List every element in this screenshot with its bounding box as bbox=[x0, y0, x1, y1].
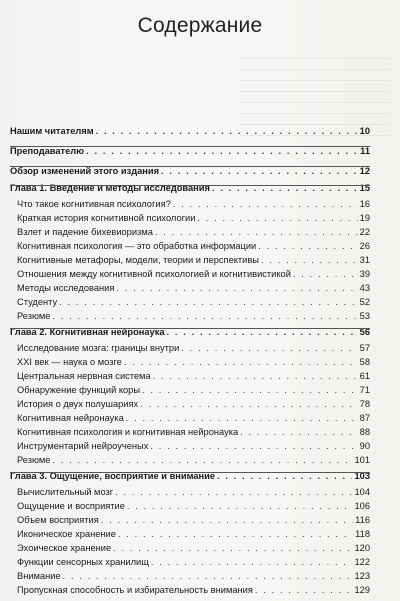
toc-page-number: 52 bbox=[359, 297, 370, 307]
toc-entry-title: Преподавателю bbox=[10, 146, 85, 156]
section-divider bbox=[10, 185, 370, 186]
toc-section-entry bbox=[10, 181, 370, 195]
toc-entry-title: Вычислительный мозг bbox=[17, 487, 114, 497]
dot-leader bbox=[115, 485, 352, 499]
toc-entry-title: Обнаружение функций коры bbox=[17, 385, 141, 395]
toc-entry-title: Студенту bbox=[17, 297, 58, 307]
dot-leader bbox=[142, 383, 358, 397]
toc-entry bbox=[10, 295, 370, 309]
toc-entry-title: Пропускная способность и избирательность внимания bbox=[17, 585, 253, 595]
toc-page-number: 101 bbox=[354, 455, 370, 465]
toc-entry-title: Ощущение и восприятие bbox=[17, 501, 125, 511]
section-divider bbox=[10, 146, 370, 147]
toc-entry bbox=[10, 281, 370, 295]
section-divider bbox=[10, 328, 370, 329]
toc-entry bbox=[10, 453, 370, 467]
toc-page-number: 19 bbox=[359, 213, 370, 223]
dot-leader bbox=[155, 225, 358, 239]
dot-leader bbox=[240, 425, 357, 439]
toc-page-number: 26 bbox=[359, 241, 370, 251]
toc-entry bbox=[10, 239, 370, 253]
dot-leader bbox=[255, 583, 353, 597]
toc-entry bbox=[10, 341, 370, 355]
toc-entry bbox=[10, 383, 370, 397]
toc-entry-title: История о двух полушариях bbox=[17, 399, 139, 409]
toc-page-number: 71 bbox=[359, 385, 370, 395]
toc-entry bbox=[10, 355, 370, 369]
toc-page-number: 11 bbox=[360, 146, 370, 156]
toc-page-number: 57 bbox=[359, 343, 370, 353]
toc-entry bbox=[10, 411, 370, 425]
toc-entry-title: Инструментарий нейроученых bbox=[17, 441, 149, 451]
toc-entry-title: Резюме bbox=[17, 455, 51, 465]
toc-entry-title: Глава 3. Ощущение, восприятие и внимание bbox=[10, 471, 216, 481]
toc-entry bbox=[10, 485, 370, 499]
toc-entry-title: Отношения между когнитивной психологией и когнитивистикой bbox=[17, 269, 291, 279]
toc-entry-title: Резюме bbox=[17, 311, 51, 321]
toc-entry bbox=[10, 499, 370, 513]
toc-page-number: 22 bbox=[359, 227, 370, 237]
toc-page-number: 123 bbox=[354, 571, 370, 581]
toc-page-number: 116 bbox=[355, 515, 370, 525]
toc-entry bbox=[10, 225, 370, 239]
dot-leader bbox=[293, 267, 358, 281]
dot-leader bbox=[52, 309, 357, 323]
toc-page-number: 78 bbox=[359, 399, 370, 409]
dot-leader bbox=[126, 411, 358, 425]
dot-leader bbox=[197, 211, 357, 225]
toc-entry bbox=[10, 541, 370, 555]
toc-page-number: 31 bbox=[359, 255, 370, 265]
dot-leader bbox=[59, 295, 357, 309]
toc-entry-title: Методы исследования bbox=[17, 283, 115, 293]
toc-entry bbox=[10, 309, 370, 323]
dot-leader bbox=[116, 281, 357, 295]
toc-page-number: 90 bbox=[359, 441, 370, 451]
dot-leader bbox=[63, 569, 353, 583]
toc-page-number: 15 bbox=[359, 183, 370, 193]
toc-entry-title: Исследование мозга: границы внутри bbox=[17, 343, 180, 353]
toc-page-number: 120 bbox=[354, 543, 370, 553]
dot-leader bbox=[96, 124, 358, 138]
dot-leader bbox=[118, 527, 353, 541]
toc-page-number: 61 bbox=[359, 371, 370, 381]
toc-page-number: 104 bbox=[354, 487, 370, 497]
dot-leader bbox=[101, 513, 353, 527]
dot-leader bbox=[212, 181, 358, 195]
toc-entry bbox=[10, 197, 370, 211]
toc-entry-title: Когнитивная психология — это обработка информации bbox=[17, 241, 257, 251]
dot-leader bbox=[173, 197, 358, 211]
toc-entry-title: Глава 1. Введение и методы исследования bbox=[10, 183, 210, 193]
dot-leader bbox=[181, 341, 357, 355]
dot-leader bbox=[113, 541, 352, 555]
dot-leader bbox=[261, 253, 358, 267]
toc-entry-title: Нашим читателям bbox=[10, 126, 94, 136]
toc-entry bbox=[10, 513, 370, 527]
toc-page-number: 122 bbox=[354, 557, 370, 567]
toc-entry bbox=[10, 267, 370, 281]
toc-page-number: 87 bbox=[359, 413, 370, 423]
dot-leader bbox=[140, 397, 357, 411]
toc-entry bbox=[10, 583, 370, 597]
toc-entry-title: Центральная нервная система bbox=[17, 371, 151, 381]
dot-leader bbox=[151, 555, 353, 569]
toc-entry-title: Когнитивная нейронаука bbox=[17, 413, 124, 423]
toc-page-number: 16 bbox=[359, 199, 370, 209]
dot-leader bbox=[153, 369, 358, 383]
toc-page-number: 43 bbox=[359, 283, 370, 293]
dot-leader bbox=[258, 239, 357, 253]
toc-entry-title: Глава 2. Когнитивная нейронаука bbox=[10, 327, 165, 337]
section-divider bbox=[10, 472, 370, 473]
toc-entry-title: Внимание bbox=[17, 571, 61, 581]
dot-leader bbox=[127, 499, 353, 513]
toc-entry bbox=[10, 253, 370, 267]
toc-page-number: 39 bbox=[359, 269, 370, 279]
page-title: Содержание bbox=[137, 14, 263, 37]
toc-page-number: 88 bbox=[359, 427, 370, 437]
toc-page-number: 58 bbox=[359, 357, 370, 367]
toc-page-number: 10 bbox=[359, 126, 370, 136]
toc-entry-title: Что такое когнитивная психология? bbox=[17, 199, 171, 209]
toc-page-number: 12 bbox=[359, 166, 370, 176]
toc-entry bbox=[10, 439, 370, 453]
toc-entry-title: Когнитивные метафоры, модели, теории и перспективы bbox=[17, 255, 259, 265]
toc-entry bbox=[10, 527, 370, 541]
dot-leader bbox=[52, 453, 352, 467]
dot-leader bbox=[124, 355, 358, 369]
toc-entry bbox=[10, 397, 370, 411]
section-divider bbox=[10, 166, 370, 167]
toc-entry-title: XXI век — наука о мозге bbox=[17, 357, 122, 367]
toc-entry bbox=[10, 425, 370, 439]
toc-entry-title: Краткая история когнитивной психологии bbox=[17, 213, 196, 223]
toc-entry bbox=[10, 211, 370, 225]
toc-entry-title: Объем восприятия bbox=[17, 515, 99, 525]
toc-entry-title: Когнитивная психология и когнитивная нейронаука bbox=[17, 427, 239, 437]
toc-page-number: 118 bbox=[355, 529, 370, 539]
toc-entry-title: Функции сенсорных хранилищ bbox=[17, 557, 149, 567]
toc-page-number: 103 bbox=[354, 471, 370, 481]
dot-leader bbox=[150, 439, 357, 453]
toc-section-entry bbox=[10, 124, 370, 138]
toc-entry bbox=[10, 569, 370, 583]
toc-entry-title: Иконическое хранение bbox=[17, 529, 116, 539]
toc-page-number: 129 bbox=[354, 585, 370, 595]
toc-page-number: 106 bbox=[354, 501, 370, 511]
toc-entry-title: Взлет и падение бихевиоризма bbox=[17, 227, 153, 237]
toc-entry-title: Эхоическое хранение bbox=[17, 543, 112, 553]
toc-entry-title: Обзор изменений этого издания bbox=[10, 166, 160, 176]
toc-page-number: 56 bbox=[359, 327, 370, 337]
toc-entry bbox=[10, 369, 370, 383]
toc-entry bbox=[10, 555, 370, 569]
toc-page-number: 53 bbox=[359, 311, 370, 321]
